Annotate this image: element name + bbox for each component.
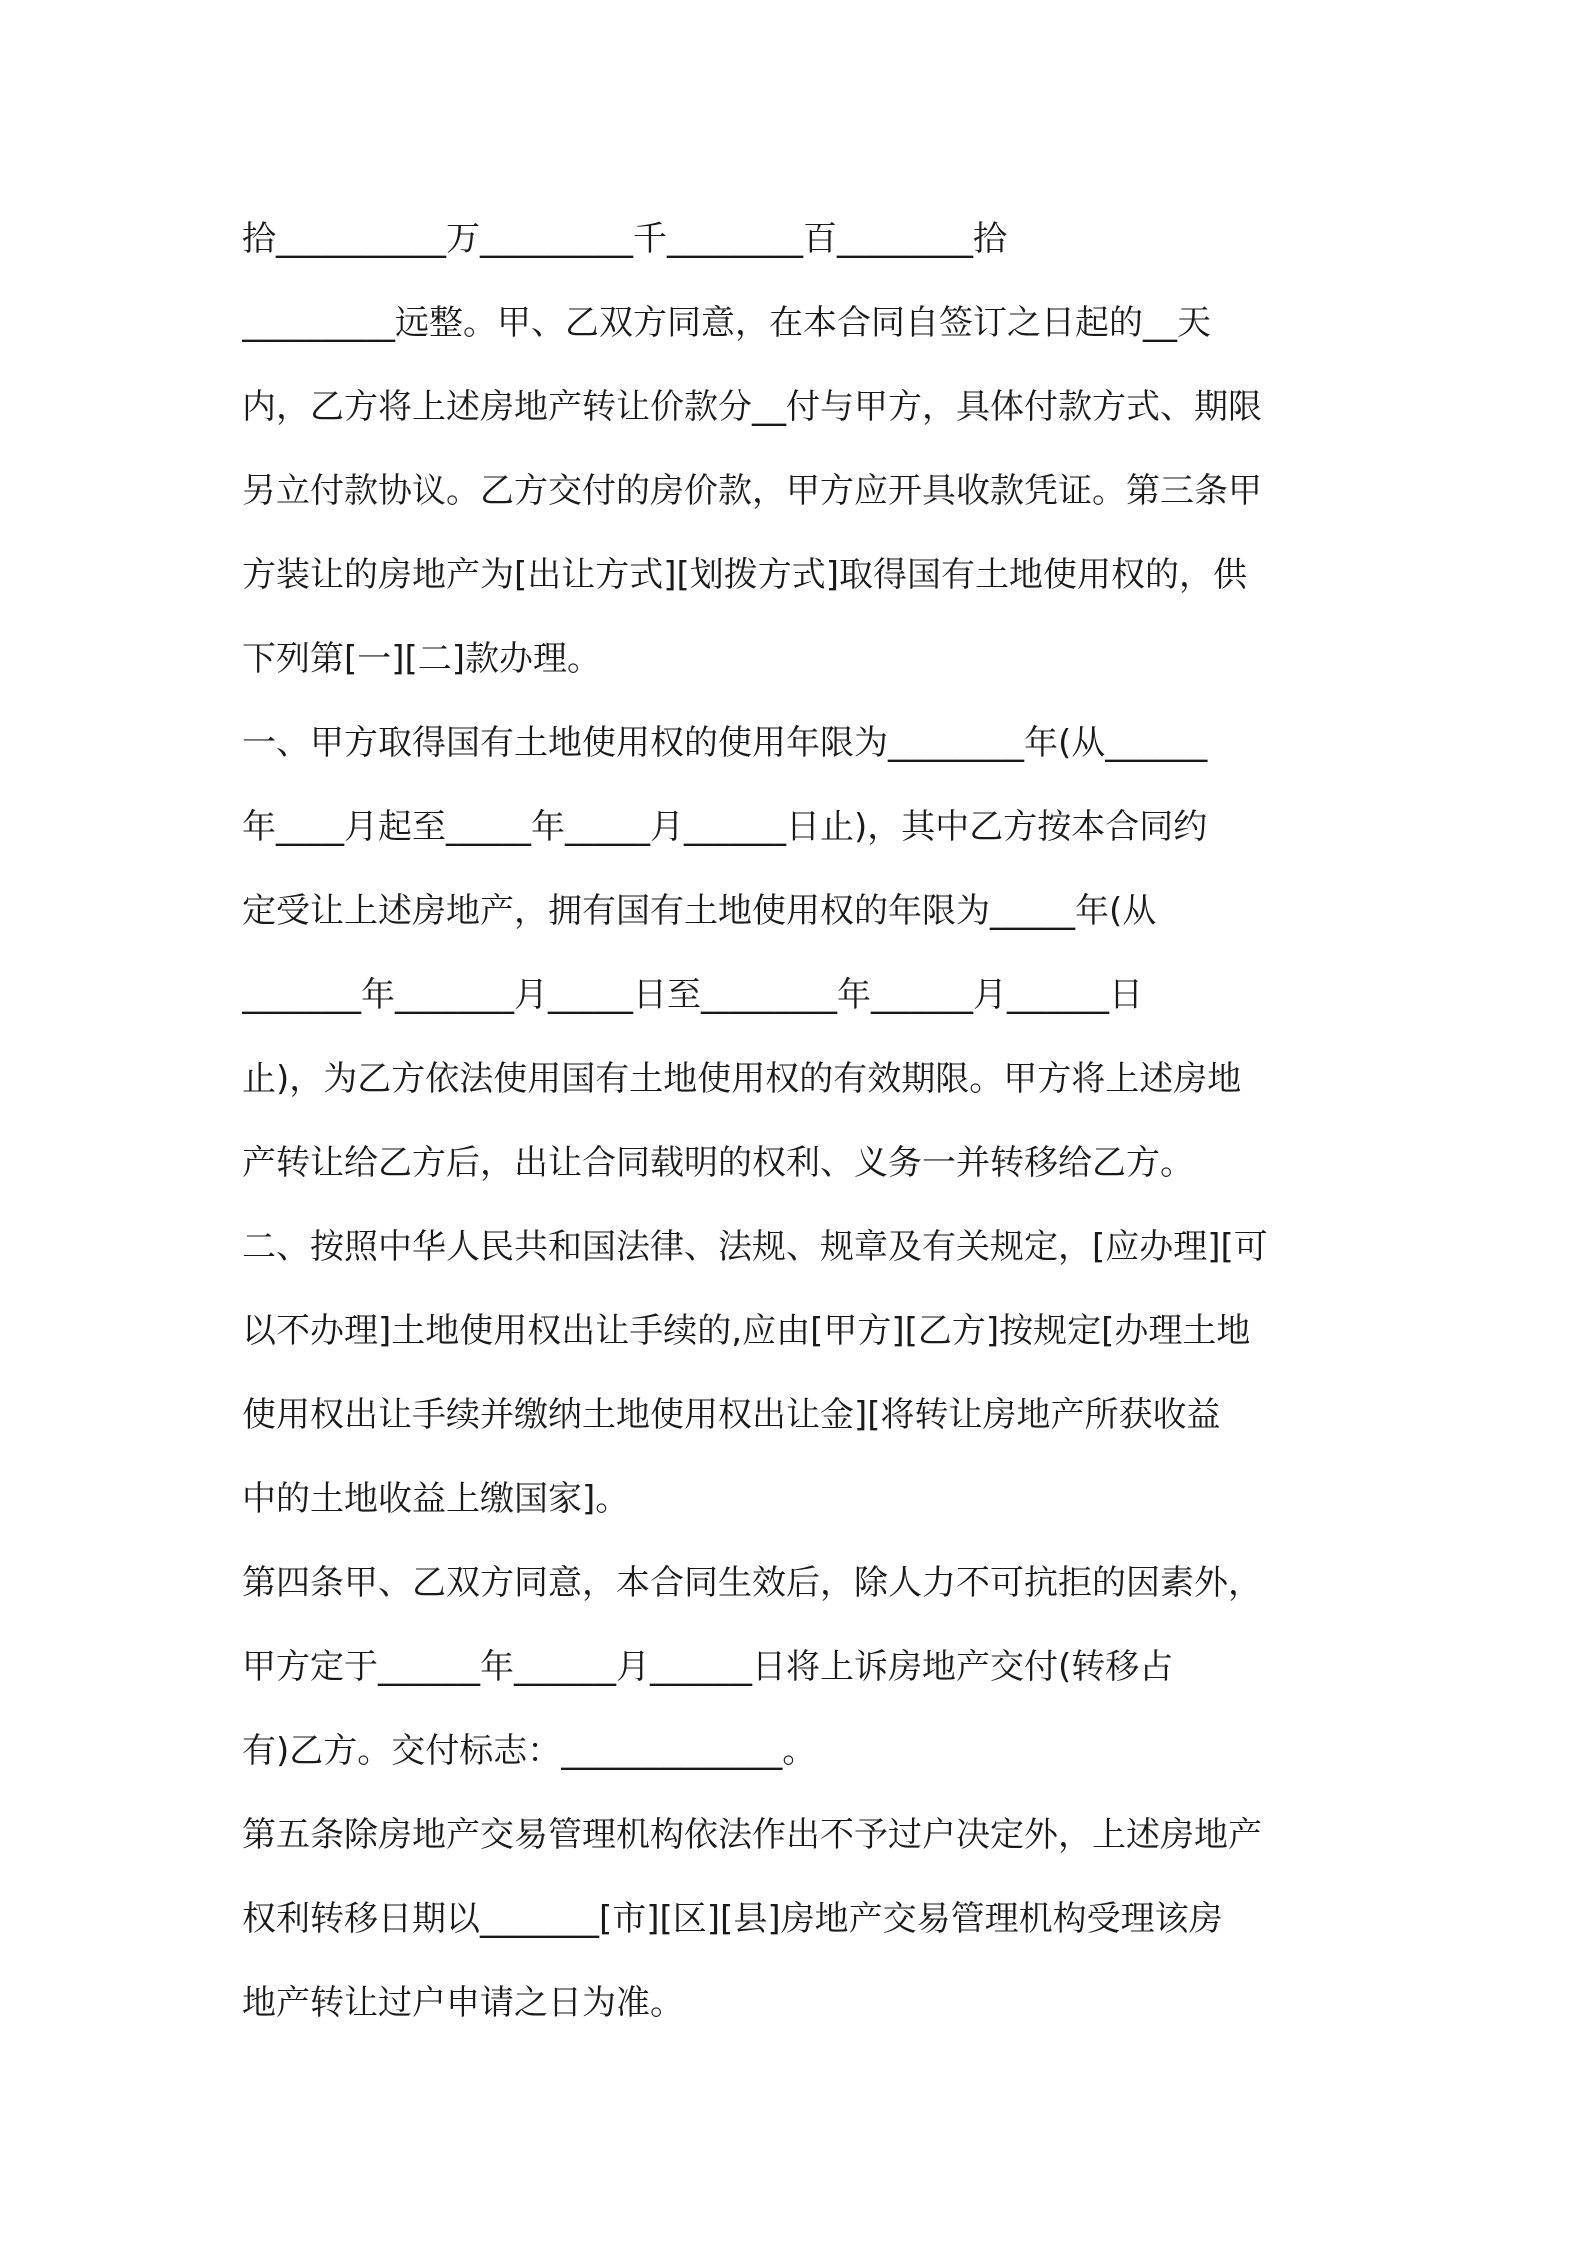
text-line-16: 中的土地收益上缴国家]。 bbox=[242, 1479, 630, 1519]
text-line-5: 方装让的房地产为[出让方式][划拨方式]取得国有土地使用权的，供 bbox=[242, 555, 1248, 595]
text-line-1: 拾__________万_________千________百________拾 bbox=[242, 219, 1007, 259]
text-line-6: 下列第[一][二]款办理。 bbox=[242, 639, 602, 679]
text-line-20: 第五条除房地产交易管理机构依法作出不予过户决定外，上述房地产 bbox=[242, 1815, 1262, 1855]
text-line-2: _________远整。甲、乙双方同意，在本合同自签订之日起的__天 bbox=[242, 303, 1211, 343]
text-line-17: 第四条甲、乙双方同意，本合同生效后，除人力不可抗拒的因素外， bbox=[242, 1563, 1262, 1603]
text-line-15: 使用权出让手续并缴纳土地使用权出让金][将转让房地产所获收益 bbox=[242, 1395, 1221, 1435]
text-line-9: 定受让上述房地产，拥有国有土地使用权的年限为_____年(从 bbox=[242, 891, 1157, 931]
text-line-18: 甲方定于______年______月______日将上诉房地产交付(转移占 bbox=[242, 1647, 1174, 1687]
text-line-13: 二、按照中华人民共和国法律、法规、规章及有关规定，[应办理][可 bbox=[242, 1227, 1268, 1267]
text-line-22: 地产转让过户申请之日为准。 bbox=[242, 1983, 684, 2023]
document-body bbox=[242, 197, 1362, 2045]
text-line-4: 另立付款协议。乙方交付的房价款，甲方应开具收款凭证。第三条甲 bbox=[242, 471, 1262, 511]
text-line-14: 以不办理]土地使用权出让手续的,应由[甲方][乙方]按规定[办理土地 bbox=[242, 1311, 1251, 1351]
text-line-7: 一、甲方取得国有土地使用权的使用年限为________年(从______ bbox=[242, 723, 1208, 763]
text-line-19: 有)乙方。交付标志：_____________。 bbox=[242, 1731, 817, 1771]
text-line-3: 内，乙方将上述房地产转让价款分__付与甲方，具体付款方式、期限 bbox=[242, 387, 1262, 427]
text-line-12: 产转让给乙方后，出让合同载明的权利、义务一并转移给乙方。 bbox=[242, 1143, 1194, 1183]
text-line-8: 年____月起至_____年_____月______日止)，其中乙方按本合同约 bbox=[242, 807, 1208, 847]
text-line-11: 止)，为乙方依法使用国有土地使用权的有效期限。甲方将上述房地 bbox=[242, 1059, 1242, 1099]
text-line-21: 权利转移日期以_______[市][区][县]房地产交易管理机构受理该房 bbox=[242, 1899, 1223, 1939]
text-line-10: _______年_______月_____日至________年______月______日 bbox=[242, 975, 1143, 1015]
